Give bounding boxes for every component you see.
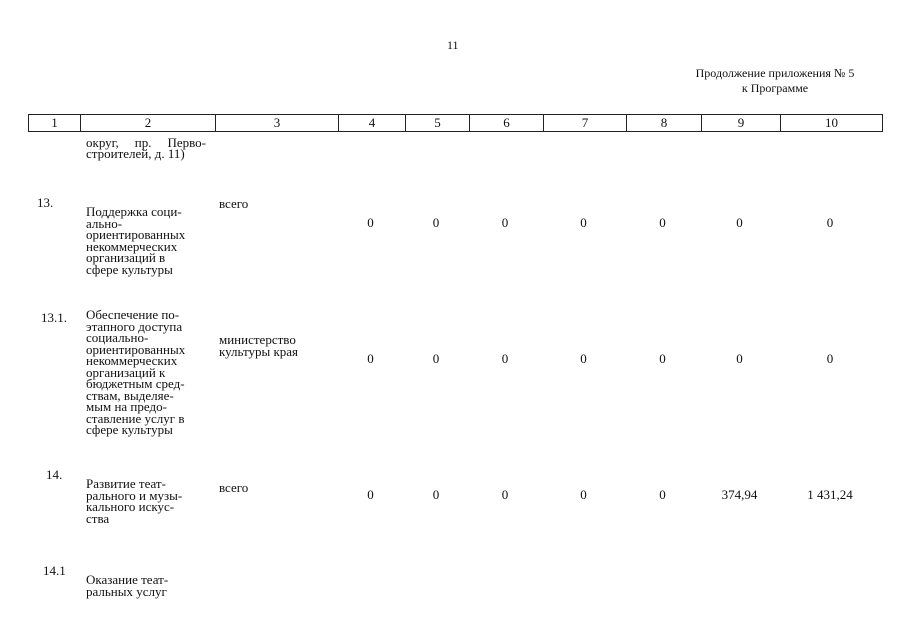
continuation-line-1: округ, пр. Перво-: [86, 135, 206, 150]
row-13-1-name-line: ствам, выделяе-: [86, 387, 174, 403]
row-14-value-col4: 0: [367, 487, 374, 502]
row-14-executor: всего: [219, 480, 249, 495]
row-13-value-col10: 0: [826, 215, 834, 230]
row-13-1-executor-line: культуры края: [219, 343, 299, 359]
row-13-1-name-line: этапного доступа: [86, 318, 183, 334]
column-header-7: 7: [543, 115, 626, 131]
row-14-name-line: кального искус-: [86, 499, 175, 514]
row-14-value-col6: 0: [501, 487, 509, 502]
row-13-1-value-col5: 0: [432, 351, 440, 366]
column-header-5: 5: [405, 115, 469, 131]
row-14-value-col7: 0: [580, 487, 587, 502]
row-13-value-col6: 0: [501, 215, 509, 230]
caption-line-2: к Программе: [741, 81, 809, 95]
row-13-1-name-line: ориентированных: [86, 341, 186, 357]
column-header-8: 8: [626, 115, 701, 131]
row-13-1-name-line: организаций к: [86, 364, 166, 380]
row-13-executor: всего: [219, 196, 249, 211]
column-header-2: 2: [80, 115, 215, 131]
row-14-value-col8: 0: [659, 487, 666, 502]
row-13-name: [86, 206, 206, 275]
row-13-1-name-line: ставление услуг в: [86, 410, 185, 426]
table-header-row: [28, 114, 883, 132]
row-13-name-line: организаций в: [86, 250, 166, 265]
row-14-value-col10: 1 431,24: [807, 487, 853, 502]
row-13-1-name-line: Обеспечение по-: [86, 307, 180, 322]
row-14-1-name: [86, 574, 206, 597]
row-14-1-name-line: Оказание теат-: [86, 572, 169, 587]
row-13-1-value-col10: 0: [826, 351, 834, 366]
column-header-4: 4: [338, 115, 405, 131]
row-13-1-value-col8: 0: [659, 351, 666, 366]
row-13-1-name-line: сфере культуры: [86, 422, 173, 437]
row-13-name-line: ально-: [86, 215, 123, 231]
row-13-value-col9: 0: [736, 215, 743, 230]
row-13-1-executor-line: министерство: [219, 332, 296, 347]
row-13-1-executor: [219, 334, 337, 357]
row-13-1-value-col7: 0: [580, 351, 587, 366]
row-13-1-name-line: социально-: [86, 330, 149, 345]
continuation-line-2: строителей, д. 11): [86, 146, 185, 161]
row-14-name-line: рального и музы-: [86, 487, 183, 503]
row-13-value-col8: 0: [659, 215, 666, 230]
page-number: 11: [447, 38, 459, 52]
column-header-6: 6: [469, 115, 543, 131]
caption-line-1: Продолжение приложения № 5: [695, 66, 855, 80]
row-14-name-line: ства: [86, 510, 110, 526]
row-13-value-col7: 0: [580, 215, 587, 230]
row-13-1-value-col6: 0: [501, 351, 509, 366]
column-header-3: 3: [215, 115, 338, 131]
row-14-1-number: 14.1: [43, 563, 66, 578]
row-13-number: 13.: [37, 195, 54, 210]
row-13-1-name-line: бюджетным сред-: [86, 376, 185, 391]
row-13-1-name-line: некоммерческих: [86, 353, 178, 368]
row-14-name-line: Развитие теат-: [86, 476, 166, 491]
row-13-1-value-col4: 0: [367, 351, 374, 366]
row-13-name-line: ориентированных: [86, 227, 186, 242]
row-13-1-value-col9: 0: [736, 351, 743, 366]
row-14-value-col5: 0: [432, 487, 440, 502]
row-13-value-col4: 0: [367, 215, 374, 230]
column-header-9: 9: [701, 115, 780, 131]
row-13-1-name-line: мым на предо-: [86, 399, 167, 414]
row-13-1-name: [86, 309, 206, 436]
column-header-10: 10: [780, 115, 882, 131]
row-13-1-number: 13.1.: [41, 310, 67, 325]
row-13-name-line: некоммерческих: [86, 238, 178, 254]
row-14-name: [86, 478, 206, 524]
column-header-1: 1: [51, 115, 58, 130]
row-13-name-line: сфере культуры: [86, 261, 173, 277]
row-14-value-col9: 374,94: [721, 487, 758, 502]
appendix-caption: [640, 66, 905, 96]
row-14-1-name-line: ральных услуг: [86, 583, 167, 599]
row-13-name-line: Поддержка соци-: [86, 204, 182, 219]
row-14-number: 14.: [46, 467, 63, 482]
row-13-value-col5: 0: [432, 215, 440, 230]
